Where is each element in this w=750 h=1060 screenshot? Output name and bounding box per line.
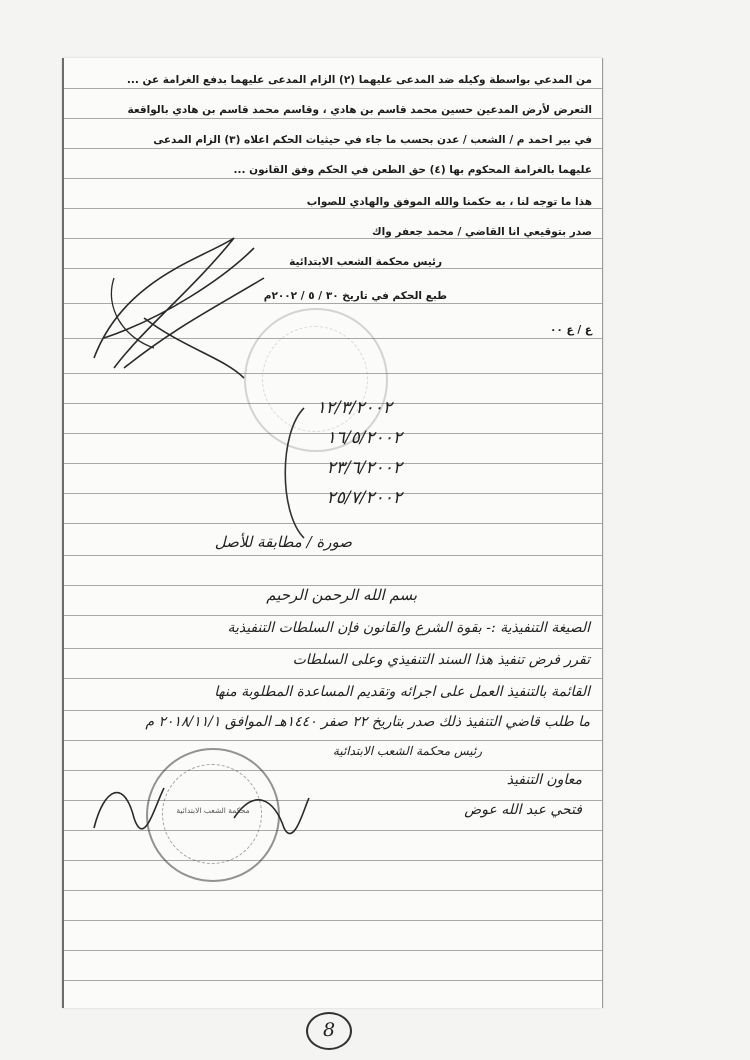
typist-initials: ع / ع ٠٠	[550, 324, 592, 336]
print-date: طبع الحكم في تاريخ ٣٠ / ٥ / ٢٠٠٢م	[263, 290, 447, 302]
assistant-name: فتحي عبد الله عوض	[464, 802, 582, 818]
rule-line	[64, 178, 602, 179]
rule-line	[64, 615, 602, 616]
hand-line: ما طلب قاضي التنفيذ ذلك صدر بتاريخ ٢٢ صفر ١٤٤٠هـ الموافق ٢٠١٨/١١/١ م	[145, 714, 590, 730]
document-page	[62, 58, 603, 1008]
rule-line	[64, 148, 602, 149]
rule-line	[64, 555, 602, 556]
rule-line	[64, 208, 602, 209]
typed-line: التعرض لأرض المدعين حسين محمد قاسم بن هادي ، وقاسم محمد قاسم بن هادي بالواقعة	[127, 104, 592, 116]
rule-line	[64, 710, 602, 711]
rule-line	[64, 980, 602, 981]
hand-date-4: ٢٥/٧/٢٠٠٢	[326, 488, 402, 508]
rule-line	[64, 920, 602, 921]
hand-date-1: ١٢/٣/٢٠٠٢	[316, 398, 392, 418]
seal-text: محكمة الشعب الابتدائية	[176, 806, 250, 815]
rule-line	[64, 890, 602, 891]
hand-date-2: ١٦/٥/٢٠٠٢	[326, 428, 402, 448]
rule-line	[64, 678, 602, 679]
rule-line	[64, 648, 602, 649]
hand-copy-note: صورة / مطابقة للأصل	[214, 533, 352, 551]
basmala: بسم الله الرحمن الرحيم	[266, 586, 417, 604]
hand-line: القائمة بالتنفيذ العمل على اجرائه وتقديم المساعدة المطلوبة منها	[214, 684, 590, 700]
rule-line	[64, 950, 602, 951]
rule-line	[64, 523, 602, 524]
hand-date-3: ٢٣/٦/٢٠٠٢	[326, 458, 402, 478]
rule-line	[64, 118, 602, 119]
rule-line	[64, 860, 602, 861]
assistant-title: معاون التنفيذ	[506, 772, 582, 788]
hand-line: تقرر فرض تنفيذ هذا السند التنفيذي وعلى السلطات	[292, 652, 590, 668]
rule-line	[64, 740, 602, 741]
typed-line: عليهما بالغرامة المحكوم بها (٤) حق الطعن في الحكم وفق القانون ...	[233, 164, 592, 176]
page-number: 8	[306, 1012, 352, 1050]
typed-line: من المدعي بواسطة وكيله ضد المدعى عليهما (٢) الزام المدعى عليهما بدفع الغرامة عن ...	[126, 74, 592, 86]
hand-line: الصيغة التنفيذية :- بقوة الشرع والقانون فإن السلطات التنفيذية	[227, 620, 590, 636]
typed-line: هذا ما توجه لنا ، به حكمنا والله الموفق والهادي للصواب	[306, 196, 592, 208]
typed-line: رئيس محكمة الشعب الابتدائية	[289, 256, 442, 268]
typed-line: في بير احمد م / الشعب / عدن بحسب ما جاء في حيثيات الحكم اعلاه (٣) الزام المدعى	[153, 134, 592, 146]
typed-line: صدر بتوقيعي انا القاضي / محمد جعفر واك	[371, 226, 592, 238]
rule-line	[64, 88, 602, 89]
lower-signature	[84, 758, 314, 858]
court-title: رئيس محكمة الشعب الابتدائية	[332, 744, 482, 758]
bracket-mark	[274, 403, 314, 543]
